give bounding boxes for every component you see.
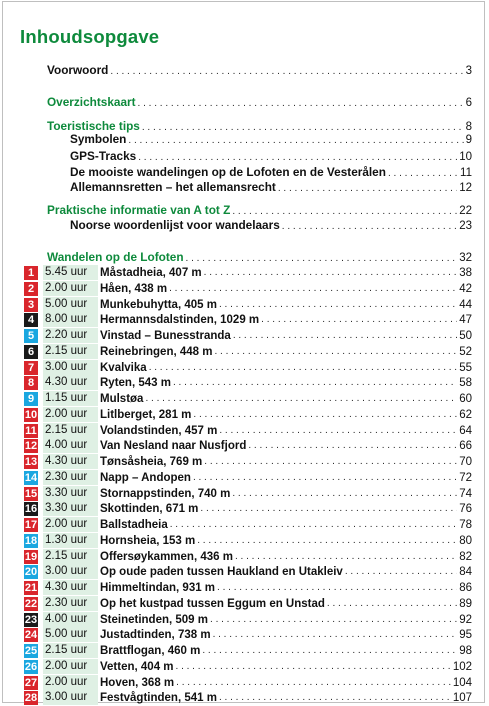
walk-number-badge: 20	[24, 565, 38, 578]
walk-page: 92	[459, 613, 472, 626]
walk-entry[interactable]	[24, 517, 472, 532]
dot-leader	[138, 96, 464, 112]
walk-number-badge: 22	[24, 597, 38, 610]
walk-entry[interactable]	[24, 281, 472, 296]
toc-entry[interactable]	[70, 179, 472, 195]
walk-page: 95	[459, 628, 472, 641]
toc-entry-page: 32	[459, 252, 472, 264]
dot-leader	[200, 503, 457, 514]
walk-name: Steinetinden, 509 m	[100, 613, 209, 626]
dot-leader	[213, 629, 458, 640]
walk-name: Op oude paden tussen Haukland en Utakleiv	[100, 565, 343, 578]
walk-duration: 2.15 uur	[43, 643, 98, 658]
walk-number-badge: 4	[24, 313, 38, 327]
walk-name: Brattflogan, 460 m	[100, 644, 201, 657]
walk-page: 38	[459, 266, 472, 279]
toc-entry[interactable]	[70, 164, 472, 180]
toc-entry-page: 11	[460, 167, 472, 179]
toc-entry-label: GPS-Tracks	[70, 149, 137, 163]
page-title: Inhoudsopgave	[20, 26, 160, 47]
walk-name: Reinebringen, 448 m	[100, 345, 213, 358]
walk-entry[interactable]	[24, 533, 472, 548]
dot-leader	[345, 566, 457, 577]
toc-entry-label: Noorse woordenlijst voor wandelaars	[70, 218, 280, 232]
walk-number-badge: 19	[24, 550, 38, 563]
walk-number-badge: 11	[25, 424, 37, 437]
walk-name: Offersøykammen, 436 m	[100, 550, 233, 563]
walk-number-badge: 26	[24, 660, 38, 673]
walk-duration: 2.15 uur	[43, 344, 98, 359]
dot-leader	[217, 582, 457, 593]
walk-page: 52	[459, 345, 472, 358]
toc-entry[interactable]	[70, 148, 472, 164]
walk-page: 86	[459, 581, 472, 594]
walk-duration: 1.30 uur	[43, 533, 98, 548]
walk-page: 80	[459, 534, 472, 547]
walk-number-badge: 23	[24, 613, 38, 626]
walk-entry[interactable]	[24, 454, 472, 469]
walk-duration: 2.00 uur	[43, 517, 98, 532]
toc-entry[interactable]	[70, 131, 472, 147]
walk-name: Måstadheia, 407 m	[100, 266, 202, 279]
dot-leader	[176, 677, 451, 688]
walk-page: 66	[459, 439, 472, 452]
walk-name: Tønsåsheia, 769 m	[100, 455, 203, 468]
walk-duration: 4.00 uur	[43, 438, 98, 453]
dot-leader	[204, 267, 458, 278]
walk-number-badge: 10	[24, 408, 38, 421]
toc-entry-label: Praktische informatie van A tot Z	[47, 203, 231, 217]
walk-entry[interactable]	[24, 627, 472, 642]
walk-page: 98	[459, 644, 472, 657]
dot-leader	[173, 377, 457, 388]
walk-entry[interactable]	[24, 360, 472, 375]
walk-duration: 3.30 uur	[43, 501, 98, 516]
walk-name: Vinstad – Bunesstranda	[100, 329, 231, 342]
walk-duration: 1.15 uur	[43, 391, 98, 406]
toc-entry-page: 22	[459, 205, 472, 217]
walk-entry[interactable]	[24, 438, 472, 453]
walk-duration: 2.00 uur	[43, 675, 98, 690]
toc-entry-label: Symbolen	[70, 132, 127, 146]
walk-duration: 2.15 uur	[43, 423, 98, 438]
walk-name: Justadtinden, 738 m	[100, 628, 211, 641]
walk-page: 82	[459, 550, 472, 563]
dot-leader	[149, 362, 458, 373]
toc-entry-label: Voorwoord	[47, 63, 109, 77]
walk-name: Ryten, 543 m	[100, 376, 171, 389]
walk-duration: 3.00 uur	[43, 690, 98, 705]
walk-duration: 4.00 uur	[43, 612, 98, 627]
walk-page: 58	[459, 376, 472, 389]
walk-entry[interactable]	[24, 659, 472, 674]
walk-name: Festvågtinden, 541 m	[100, 691, 217, 704]
walk-entry[interactable]	[24, 344, 472, 359]
dot-leader	[145, 393, 457, 404]
walk-entry[interactable]	[24, 564, 472, 579]
walk-page: 107	[452, 691, 472, 704]
dot-leader	[219, 425, 457, 436]
dot-leader	[232, 488, 457, 499]
walk-number-badge: 18	[24, 534, 38, 547]
toc-entry-label: De mooiste wandelingen op de Lofoten en de Vesterålen	[70, 165, 386, 179]
walk-entry[interactable]	[24, 675, 472, 690]
walk-name: Ballstadheia	[100, 518, 168, 531]
toc-entry-page: 3	[465, 65, 472, 77]
walk-number-badge: 24	[24, 628, 38, 641]
walk-entry[interactable]	[24, 328, 472, 343]
walk-page: 89	[459, 597, 472, 610]
walk-page: 74	[459, 487, 472, 500]
walk-number-badge: 9	[24, 392, 38, 406]
walk-name: Volandstinden, 457 m	[100, 424, 218, 437]
walk-name: Op het kustpad tussen Eggum en Unstad	[100, 597, 325, 610]
walk-page: 78	[459, 518, 472, 531]
dot-leader	[169, 283, 457, 294]
walk-duration: 2.30 uur	[43, 470, 98, 485]
walk-entry[interactable]	[24, 549, 472, 564]
walk-duration: 2.20 uur	[43, 328, 98, 343]
walk-entry[interactable]	[24, 486, 472, 501]
walk-name: Skottinden, 671 m	[100, 502, 199, 515]
toc-entry[interactable]	[47, 249, 472, 265]
walk-duration: 5.45 uur	[43, 265, 98, 280]
walk-entry[interactable]	[24, 470, 472, 485]
walk-name: Hoven, 368 m	[100, 676, 175, 689]
walk-number-badge: 15	[24, 487, 38, 500]
toc-entry[interactable]	[70, 217, 472, 233]
toc-entry[interactable]	[47, 62, 472, 78]
walk-number-badge: 1	[24, 266, 38, 280]
walk-entry[interactable]	[24, 643, 472, 658]
walk-number-badge: 25	[24, 644, 38, 657]
walk-number-badge: 14	[24, 471, 38, 484]
walk-duration: 2.00 uur	[43, 407, 98, 422]
walk-name: Håen, 438 m	[100, 282, 168, 295]
toc-entry-page: 6	[465, 97, 472, 109]
walk-entry[interactable]	[24, 690, 472, 705]
dot-leader	[219, 299, 457, 310]
walk-name: Mulstøa	[100, 392, 144, 405]
walk-name: Hermannsdalstinden, 1029 m	[100, 313, 260, 326]
walk-page: 50	[459, 329, 472, 342]
walk-page: 104	[452, 676, 472, 689]
dot-leader	[193, 409, 457, 420]
toc-entry-page: 12	[459, 182, 472, 194]
dot-leader	[261, 314, 457, 325]
toc-entry-page: 9	[465, 134, 472, 146]
toc-entry[interactable]	[47, 94, 472, 110]
dot-leader	[219, 692, 451, 703]
walk-page: 84	[459, 565, 472, 578]
walk-entry[interactable]	[24, 375, 472, 390]
toc-entry[interactable]	[47, 202, 472, 218]
dot-leader	[193, 472, 457, 483]
toc-entry-label: Wandelen op de Lofoten	[47, 250, 184, 264]
walk-duration: 3.00 uur	[43, 360, 98, 375]
walk-number-badge: 6	[24, 345, 38, 359]
walk-entry[interactable]	[24, 391, 472, 406]
walk-page: 55	[459, 361, 472, 374]
walk-duration: 2.00 uur	[43, 659, 98, 674]
walk-number-badge: 7	[24, 361, 38, 375]
dot-leader	[176, 661, 451, 672]
walk-name: Napp – Andopen	[100, 471, 191, 484]
walk-entry[interactable]	[24, 423, 472, 438]
walk-page: 76	[459, 502, 472, 515]
toc-entry-page: 10	[459, 151, 472, 163]
walk-number-badge: 8	[24, 376, 38, 390]
dot-leader	[202, 645, 457, 656]
walk-entry[interactable]	[24, 612, 472, 627]
walk-duration: 4.30 uur	[43, 580, 98, 595]
dot-leader	[214, 346, 457, 357]
walk-name: Kvalvika	[100, 361, 147, 374]
walk-duration: 4.30 uur	[43, 375, 98, 390]
dot-leader	[235, 551, 457, 562]
walk-duration: 3.30 uur	[43, 486, 98, 501]
walk-duration: 2.15 uur	[43, 549, 98, 564]
walk-entry[interactable]	[24, 297, 472, 312]
walk-page: 60	[459, 392, 472, 405]
walk-page: 44	[459, 298, 472, 311]
walk-number-badge: 28	[24, 691, 38, 704]
walk-entry[interactable]	[24, 407, 472, 422]
walk-entry[interactable]	[24, 596, 472, 611]
walk-page: 72	[459, 471, 472, 484]
walk-number-badge: 5	[24, 329, 38, 343]
dot-leader	[248, 440, 457, 451]
walk-entry[interactable]	[24, 312, 472, 327]
walk-number-badge: 13	[24, 455, 38, 468]
walk-number-badge: 12	[24, 439, 38, 452]
dot-leader	[197, 535, 457, 546]
dot-leader	[110, 64, 463, 80]
walk-name: Hornsheia, 153 m	[100, 534, 196, 547]
dot-leader	[204, 456, 457, 467]
dot-leader	[170, 519, 457, 530]
dot-leader	[233, 330, 457, 341]
walk-number-badge: 3	[24, 298, 38, 312]
walk-number-badge: 27	[24, 676, 38, 689]
walk-name: Himmeltindan, 931 m	[100, 581, 216, 594]
toc-entry-page: 8	[465, 121, 472, 133]
dot-leader	[128, 133, 463, 149]
walk-page: 62	[459, 408, 472, 421]
walk-name: Stornappstinden, 740 m	[100, 487, 231, 500]
walk-duration: 3.00 uur	[43, 564, 98, 579]
dot-leader	[327, 598, 457, 609]
walk-duration: 5.00 uur	[43, 627, 98, 642]
walk-page: 47	[459, 313, 472, 326]
toc-entry-label: Overzichtskaart	[47, 95, 136, 109]
walk-entry[interactable]	[24, 580, 472, 595]
walk-entry[interactable]	[24, 501, 472, 516]
walk-entry[interactable]	[24, 265, 472, 280]
walk-name: Van Nesland naar Nusfjord	[100, 439, 247, 452]
walk-duration: 2.30 uur	[43, 596, 98, 611]
walk-duration: 4.30 uur	[43, 454, 98, 469]
walk-duration: 8.00 uur	[43, 312, 98, 327]
walk-name: Vetten, 404 m	[100, 660, 174, 673]
walk-page: 102	[452, 660, 472, 673]
toc-entry-page: 23	[459, 220, 472, 232]
walk-page: 64	[459, 424, 472, 437]
dot-leader	[210, 614, 457, 625]
walk-duration: 2.00 uur	[43, 281, 98, 296]
dot-leader	[282, 219, 457, 235]
walk-number-badge: 16	[24, 502, 38, 515]
walk-number-badge: 17	[24, 518, 38, 531]
walk-page: 42	[459, 282, 472, 295]
walk-name: Litlberget, 281 m	[100, 408, 192, 421]
walk-number-badge: 21	[24, 581, 38, 594]
walk-number-badge: 2	[24, 282, 38, 296]
toc-entry-label: Toeristische tips	[47, 119, 140, 133]
toc-entry-label: Allemannsretten – het allemansrecht	[70, 180, 276, 194]
walk-name: Munkebuhytta, 405 m	[100, 298, 217, 311]
walk-duration: 5.00 uur	[43, 297, 98, 312]
walk-page: 70	[459, 455, 472, 468]
dot-leader	[278, 181, 457, 197]
